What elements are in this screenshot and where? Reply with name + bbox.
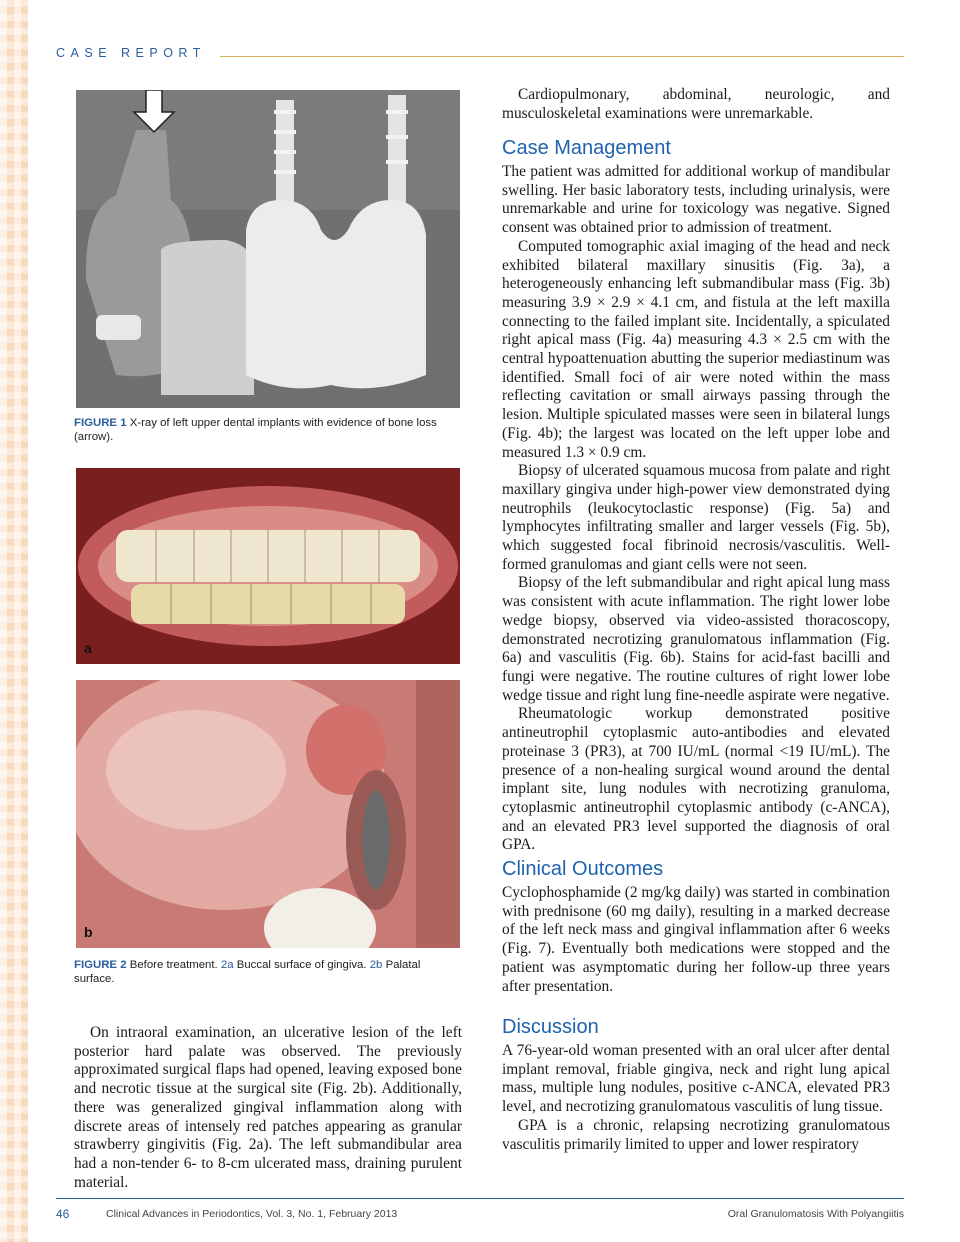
discussion-paragraph-2: GPA is a chronic, relapsing necrotizing granulomatous vasculitis primarily limited to upper and lower respiratory xyxy=(502,1116,890,1153)
xray-illustration xyxy=(76,90,460,408)
figure-2b-panel-letter: b xyxy=(84,924,93,940)
running-title: Oral Granulomatosis With Polyangiitis xyxy=(727,1208,904,1220)
figure-1-caption-text: X-ray of left upper dental implants with evidence of bone loss (arrow). xyxy=(74,417,437,443)
intro-paragraph: Cardiopulmonary, abdominal, neurologic, and musculoskeletal examinations were unremarkable. xyxy=(502,86,890,122)
case-management-paragraph-2: Computed tomographic axial imaging of the head and neck exhibited bilateral maxillary sinusitis (Fig. 3a), a heterogeneously enhancing left submandibular mass (Fig. 3b) measuring 3.9 × 2.9 × 4.1 cm, and fistula at the left maxilla connecting to the failed implant site. Incidentally, a spiculated right apical mass (Fig. 4a) measuring 4.3 × 2.5 cm with the central hypoattenuation abutting the superior mediastinum was identified. Small foci of air were noted within the mass reflecting cavitation or small airways passing through the lesion. Multiple spiculated masses were seen in bilateral lungs (Fig. 4b); the largest was located on the left upper lobe and measured 1.3 × 0.9 cm. xyxy=(502,237,890,461)
discussion-paragraph-1: A 76-year-old woman presented with an oral ulcer after dental implant removal, friable gingiva, neck and right lung apical mass, multiple lung nodules, positive c-ANCA, elevated PR3 level, and necrotizing granulomatous vasculitis of lung tissue. xyxy=(502,1042,890,1116)
decorative-edge-strip xyxy=(0,0,28,1242)
figure-1-caption xyxy=(74,416,464,444)
figure-2-label: FIGURE 2 xyxy=(74,959,127,971)
figure-2b-palate-photo xyxy=(76,680,460,948)
case-management-section xyxy=(502,163,890,855)
figure-2a-ref: 2a xyxy=(220,959,234,971)
figure-2a-text: Buccal surface of gingiva. xyxy=(236,959,367,971)
figure-2a-panel-letter: a xyxy=(84,640,92,656)
figure-2a-gingiva-photo xyxy=(76,468,460,664)
case-management-paragraph-1: The patient was admitted for additional workup of mandibular swelling. Her basic laboratory tests, including urinalysis, were unremarkable and urine for toxicology was negative. Signed consent was obtained prior to admission of treatment. xyxy=(502,163,890,237)
clinical-outcomes-section xyxy=(502,884,890,996)
discussion-section xyxy=(502,1042,890,1154)
palate-illustration xyxy=(76,680,460,948)
figure-2b-text: Palatal surface. xyxy=(74,959,421,985)
case-management-paragraph-4: Biopsy of the left submandibular and right apical lung mass was consistent with acute inflammation. The right lower lobe wedge biopsy, observed via video-assisted thoracoscopy, demonstrated necrotizing granulomatous inflammation (Fig. 6a) and vasculitis (Fig. 6b). Stains for acid-fast bacilli and fungi were negative. The routine cultures of right lower lobe wedge tissue and right lung fine-needle aspirate were negative. xyxy=(502,574,890,704)
page-number: 46 xyxy=(56,1207,70,1221)
gingiva-illustration xyxy=(76,468,460,664)
right-column-intro xyxy=(502,86,890,123)
figure-1-label: FIGURE 1 xyxy=(74,417,127,429)
footer-rule xyxy=(56,1198,904,1199)
clinical-outcomes-paragraph: Cyclophosphamide (2 mg/kg daily) was started in combination with prednisone (60 mg daily), resulting in a marked decrease of the left neck mass and gingival inflammation after 6 weeks (Fig. 7). Eventually both medications were stopped and the patient was asymptomatic during her follow-up three years after presentation. xyxy=(502,884,890,995)
figure-1-xray-image xyxy=(76,90,460,408)
discussion-heading: Discussion xyxy=(502,1016,599,1038)
left-column-text xyxy=(74,1024,462,1192)
header-rule xyxy=(220,56,904,57)
figure-2b-ref: 2b xyxy=(369,959,383,971)
figure-2-caption xyxy=(74,958,464,986)
case-management-paragraph-5: Rheumatologic workup demonstrated positive antineutrophil cytoplasmic auto-antibodies and elevated proteinase 3 (PR3), at 700 IU/mL (normal <19 IU/mL). The presence of a non-healing surgical wound around the dental implant site, lung nodules with necrotizing granuloma, cytoplasmic antineutrophil cytoplasmic antibody (c-ANCA), and an elevated PR3 level supported the diagnosis of oral GPA. xyxy=(502,705,890,854)
journal-citation: Clinical Advances in Periodontics, Vol. 3, No. 1, February 2013 xyxy=(106,1208,398,1220)
intraoral-exam-paragraph: On intraoral examination, an ulcerative lesion of the left posterior hard palate was observed. The previously approximated surgical flaps had opened, leaving exposed bone and necrotic tissue at the surgical site (Fig. 2b). Additionally, there was generalized gingival inflammation along with discrete areas of intensely red patches appearing as granular strawberry gingivitis (Fig. 2a). The left submandibular area had a non-tender 6- to 8-cm ulcerated mass, draining purulent material. xyxy=(74,1024,462,1191)
case-management-heading: Case Management xyxy=(502,137,671,159)
case-management-paragraph-3: Biopsy of ulcerated squamous mucosa from palate and right maxillary gingiva under high-power view demonstrated dying neutrophils (leukocytoclastic response) (Fig. 5a) and lymphocytes infiltrating smaller and larger vessels (Fig. 5b), which suggested focal fibrinoid necrosis/vasculitis. Well-formed granulomas and giant cells were not seen. xyxy=(502,462,890,573)
section-header: CASE REPORT xyxy=(56,46,206,60)
figure-2-caption-lead: Before treatment. xyxy=(129,959,218,971)
clinical-outcomes-heading: Clinical Outcomes xyxy=(502,858,664,880)
